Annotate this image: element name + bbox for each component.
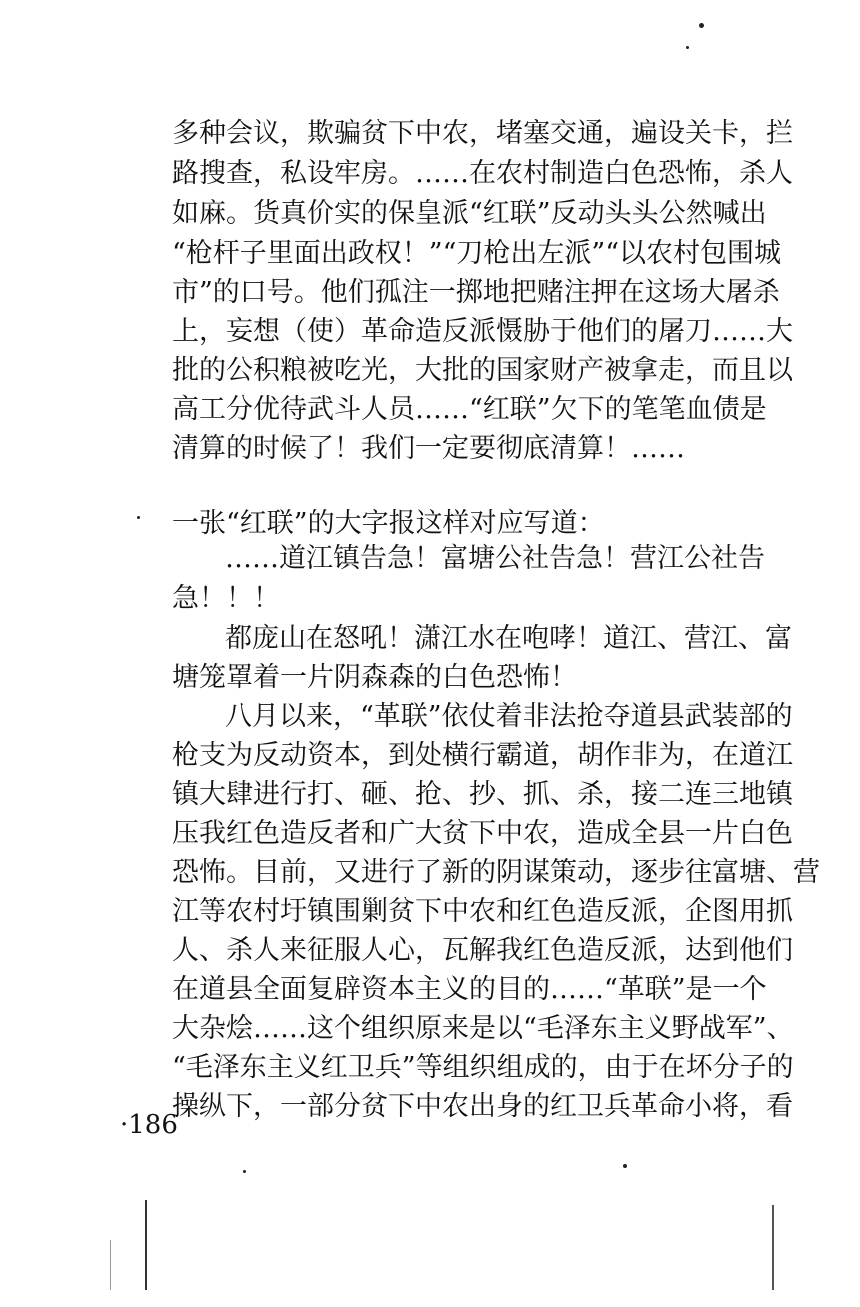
scan-speck	[243, 1170, 246, 1173]
text-line: 八月以来，“革联”依仗着非法抢夺道县武装部的	[225, 701, 793, 732]
text-line: 人、杀人来征服人心，瓦解我红色造反派，达到他们	[172, 935, 793, 966]
text-line: 批的公积粮被吃光，大批的国家财产被拿走，而且以	[172, 355, 793, 386]
text-line: 高工分优待武斗人员……“红联”欠下的笔笔血债是	[172, 394, 767, 425]
text-line: 如麻。货真价实的保皇派“红联”反动头头公然喊出	[172, 198, 767, 229]
text-line: ……道江镇告急！富塘公社告急！营江公社告	[225, 543, 765, 574]
text-line: 清算的时候了！我们一定要彻底清算！……	[172, 433, 685, 464]
scan-speck	[137, 516, 140, 519]
scan-edge-line	[772, 1205, 774, 1290]
scan-speck	[623, 1164, 627, 1168]
text-line: 路搜查，私设牢房。……在农村制造白色恐怖，杀人	[172, 158, 793, 189]
text-line: 市”的口号。他们孤注一掷地把赌注押在这场大屠杀	[172, 277, 780, 308]
page-number	[120, 1108, 178, 1142]
text-line: 在道县全面复辟资本主义的目的……“革联”是一个	[172, 974, 767, 1005]
text-line: “毛泽东主义红卫兵”等组织组成的，由于在坏分子的	[172, 1052, 794, 1083]
text-line: 压我红色造反者和广大贫下中农，造成全县一片白色	[172, 818, 793, 849]
intro-line: 一张“红联”的大字报这样对应写道：	[172, 508, 605, 539]
text-line: 都庞山在怒吼！潇江水在咆哮！道江、营江、富	[225, 623, 792, 654]
binding-edge-line	[110, 1240, 111, 1290]
text-line: 恐怖。目前，又进行了新的阴谋策动，逐步往富塘、营	[172, 857, 820, 888]
text-line: 塘笼罩着一片阴森森的白色恐怖！	[172, 662, 577, 693]
text-line: 操纵下，一部分贫下中农出身的红卫兵革命小将，看	[172, 1091, 793, 1122]
text-line: “枪杆子里面出政权！”“刀枪出左派”“以农村包围城	[172, 238, 782, 269]
scan-speck	[699, 23, 704, 28]
text-line: 枪支为反动资本，到处横行霸道，胡作非为，在道江	[172, 740, 793, 771]
scan-speck	[686, 46, 689, 49]
page-number-value: 186	[128, 1110, 178, 1140]
text-line: 镇大肆进行打、砸、抢、抄、抓、杀，接二连三地镇	[172, 779, 793, 810]
binding-edge-line	[145, 1200, 147, 1290]
text-line: 多种会议，欺骗贫下中农，堵塞交通，遍设关卡，拦	[172, 118, 793, 149]
text-line: 大杂烩……这个组织原来是以“毛泽东主义野战军”、	[172, 1013, 794, 1044]
text-line: 上，妄想（使）革命造反派慑胁于他们的屠刀……大	[172, 316, 793, 347]
text-line: 急！！！	[172, 583, 280, 614]
page-number-dot: ·	[120, 1110, 129, 1140]
text-line: 江等农村圩镇围剿贫下中农和红色造反派，企图用抓	[172, 896, 793, 927]
